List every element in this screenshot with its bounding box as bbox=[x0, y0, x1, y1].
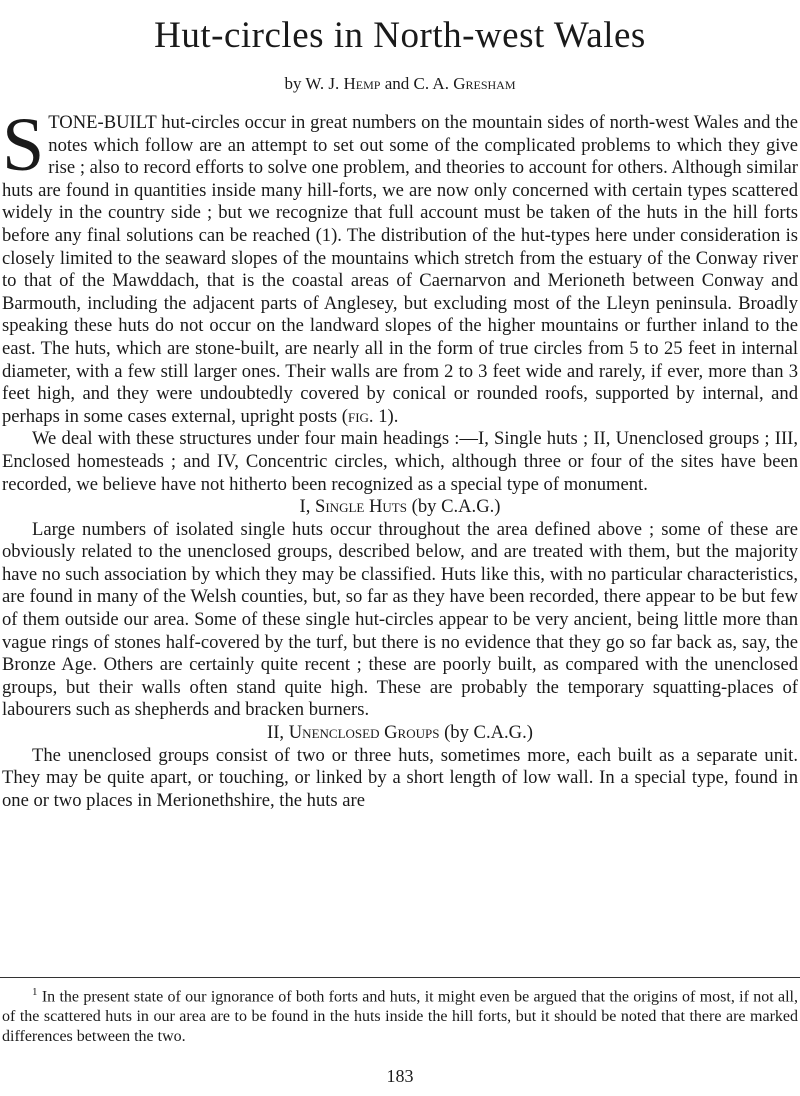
article-body bbox=[2, 103, 798, 812]
byline bbox=[0, 74, 800, 94]
intro-paragraph-2: We deal with these structures under four main headings :—I, Single huts ; II, Unenclosed groups ; III, Enclosed homesteads ; and IV, Concentric circles, which, although three or four of the sites have been recorded, we believe have not hitherto been recognized as a special type of monument. bbox=[2, 428, 798, 495]
section-heading-unenclosed-groups bbox=[2, 722, 798, 745]
intro-text-end: ). bbox=[387, 405, 399, 427]
section-title: Unenclosed Groups bbox=[288, 722, 440, 744]
page-number: 183 bbox=[386, 1066, 414, 1086]
section-number: II, bbox=[267, 722, 285, 744]
unenclosed-groups-paragraph: The unenclosed groups consist of two or three huts, sometimes more, each built as a separate unit. They may be quite apart, or touching, or linked by a short length of low wall. In a special type, found in one or two places in Merionethshire, the huts are bbox=[2, 744, 798, 811]
figure-reference: fig. 1 bbox=[347, 405, 388, 427]
author1-surname: Hemp bbox=[343, 74, 381, 93]
footnote-marker: 1 bbox=[32, 986, 38, 998]
intro-text: hut-circles occur in great numbers on the mountain sides of north-west Wales and the notes which follow are an attempt to set out some of the complicated problems to which they give rise ; also to record efforts to solve one problem, and theories to account for others. Although similar huts are found in quantities inside many hill-forts, we are now only concerned with certain types scattered widely in the country side ; but we recognize that full account must be taken of the huts in the hill forts before any final solutions can be reached (1). The distribution of the hut-types here under consideration is closely limited to the seaward slopes of the mountains which stretch from the estuary of the Conway river to that of the Mawddach, that is the coastal areas of Caernarvon and Merioneth between Conway and Barmouth, including the adjacent parts of Anglesey, but excluding most of the Lleyn peninsula. Broadly speaking these huts do not occur on the landward slopes of the higher mountains or further inland to the east. The huts, which are stone-built, are nearly all in the form of true circles from 5 to 25 feet in internal diameter, with a few still larger ones. Their walls are from 2 to 3 feet wide and rarely, if ever, more than 3 feet high, and they were undoubtedly covered by conical or rounded roofs, supported by internal, and perhaps in some cases external, upright posts ( bbox=[2, 112, 798, 427]
section-title: Single Huts bbox=[315, 496, 407, 518]
byline-prefix: by W. J. bbox=[284, 74, 340, 93]
footnote bbox=[2, 982, 798, 1047]
footnote-text: In the present state of our ignorance of both forts and huts, it might even be argued that the origins of most, if not all, of the scattered huts in our area are to be found in the huts inside the hill forts, but it should be noted that there are marked differences between the two. bbox=[2, 988, 798, 1046]
page-title: Hut-circles in North-west Wales bbox=[154, 15, 646, 56]
drop-cap: S bbox=[2, 103, 45, 187]
byline-conjunction: and C. A. bbox=[384, 74, 449, 93]
section-number: I, bbox=[299, 496, 311, 518]
section-credit: (by C.A.G.) bbox=[411, 496, 501, 518]
author2-surname: Gresham bbox=[453, 74, 516, 93]
section-credit: (by C.A.G.) bbox=[444, 722, 533, 744]
section-heading-single-huts bbox=[2, 496, 798, 519]
lead-words: TONE-BUILT bbox=[48, 112, 157, 133]
single-huts-paragraph: Large numbers of isolated single huts occur throughout the area defined above ; some of these are obviously related to the unenclosed groups, described below, and are treated with them, but the majority have no such association by which they may be classified. Huts like this, with no particular characteristics, are found in many of the Welsh counties, but, so far as they have been recorded, there appear to be but few of them outside our area. Some of these single hut-circles appear to be very ancient, being little more than vague rings of stones half-covered by the turf, but there is no evidence that they go so far back as, say, the Bronze Age. Others are certainly quite recent ; these are poorly built, as compared with the unenclosed groups, but their walls often stand quite high. These are probably the temporary squatting-places of labourers such as shepherds and bracken burners. bbox=[2, 518, 798, 721]
footnote-divider bbox=[0, 977, 800, 978]
intro-paragraph-1 bbox=[2, 103, 798, 428]
